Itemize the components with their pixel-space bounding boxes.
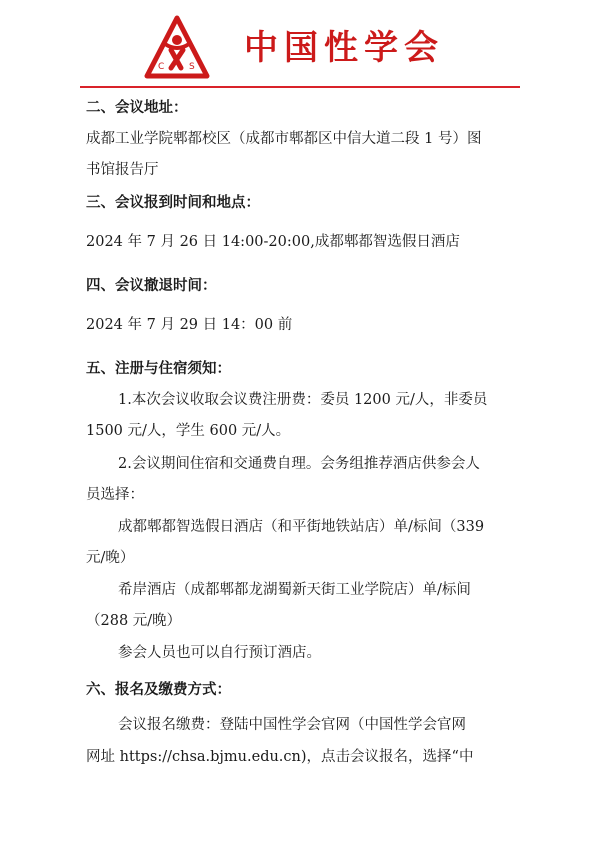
svg-text:C: C — [158, 62, 165, 72]
registration-item-1-line-2: 1500 元/人，学生 600 元/人。 — [86, 423, 291, 439]
hotel-2-line-1: 希岸酒店（成都郫都龙湖蜀新天街工业学院店）单/标间 — [118, 582, 471, 598]
self-booking-note: 参会人员也可以自行预订酒店。 — [118, 645, 321, 661]
hotel-1-line-2: 元/晚） — [86, 550, 135, 566]
header-divider — [80, 86, 520, 88]
checkin-text: 2024 年 7 月 26 日 14:00-20:00,成都郫都智选假日酒店 — [86, 234, 460, 250]
payment-line-2: 网址 https://chsa.bjmu.edu.cn)，点击会议报名，选择“中 — [86, 749, 474, 765]
hotel-2-line-2: （288 元/晚） — [86, 613, 182, 629]
address-line-1: 成都工业学院郫都校区（成都市郫都区中信大道二段 1 号）图 — [86, 131, 482, 147]
section-heading-checkin: 三、会议报到时间和地点： — [86, 195, 260, 211]
registration-item-1-line-1: 1.本次会议收取会议费注册费：委员 1200 元/人，非委员 — [118, 392, 488, 408]
section-heading-payment: 六、报名及缴费方式： — [86, 682, 231, 698]
section-heading-checkout: 四、会议撤退时间： — [86, 278, 217, 294]
society-logo-icon — [143, 14, 211, 82]
payment-line-1: 会议报名缴费：登陆中国性学会官网（中国性学会官网 — [118, 717, 466, 733]
address-line-2: 书馆报告厅 — [86, 162, 159, 178]
organization-name: 中国性学会 — [244, 28, 444, 68]
checkout-text: 2024 年 7 月 29 日 14：00 前 — [86, 317, 293, 333]
registration-item-2-line-2: 员选择： — [86, 487, 144, 503]
svg-text:S: S — [189, 62, 195, 72]
registration-item-2-line-1: 2.会议期间住宿和交通费自理。会务组推荐酒店供参会人 — [118, 456, 480, 472]
letterhead — [0, 0, 600, 84]
section-heading-address: 二、会议地址： — [86, 100, 188, 116]
section-heading-registration: 五、注册与住宿须知： — [86, 361, 231, 377]
hotel-1-line-1: 成都郫都智选假日酒店（和平街地铁站店）单/标间（339 — [118, 519, 485, 535]
